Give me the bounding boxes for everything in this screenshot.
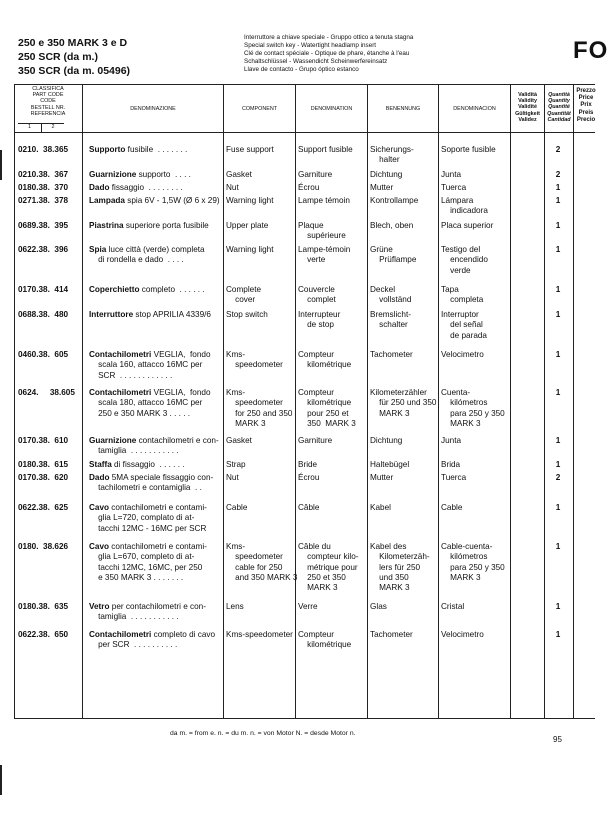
part-code: 0460.38. 605 (18, 350, 69, 359)
part-code: 0180.38. 615 (18, 460, 69, 469)
binding-edge-mark (0, 150, 2, 180)
quantity: 1 (555, 436, 561, 445)
quantity: 1 (555, 183, 561, 192)
denominacion-es: Soporte fusible (441, 145, 496, 154)
denominacion-es: Cristal (441, 602, 465, 611)
description-rest: fusibile . . . . . . . (125, 145, 188, 154)
component-en: Complete cover (226, 285, 262, 305)
description-keyword: Piastrina (89, 221, 124, 230)
description-it (89, 196, 220, 206)
description-it (89, 630, 215, 651)
description-keyword: Dado (89, 183, 110, 192)
denomination-fr: Garniture (298, 436, 333, 445)
description-keyword: Guarnizione (89, 436, 137, 445)
denominacion-es: Placa superior (441, 221, 494, 230)
section-corner-label: FO (573, 37, 608, 64)
model-line-1: 250 e 350 MARK 3 e D (18, 37, 128, 49)
denominacion-es: Brida (441, 460, 461, 469)
denominacion-es: Cable-cuenta- kilómetros para 250 y 350 MARK 3 (441, 542, 505, 582)
description-it (89, 460, 185, 470)
description-rest: per contachilometri e con- tamiglia . . . . . . . . . . . (98, 602, 206, 622)
benennung-de: Dichtung (370, 436, 403, 445)
part-code: 0688.38. 480 (18, 310, 69, 319)
description-rest: VEGLIA, fondo scala 180, attacco 16MC per 250 e 350 MARK 3 . . . . . (98, 388, 211, 418)
subtitle-en: Special switch key - Watertight headlamp insert (244, 42, 377, 49)
model-line-3: 350 SCR (da m. 05496) (18, 65, 131, 77)
component-en: Fuse support (226, 145, 274, 154)
denomination-fr: Support fusible (298, 145, 353, 154)
benennung-de: Tachometer (370, 350, 413, 359)
description-it (89, 221, 209, 231)
description-rest: contachilometri e contami- glia L=670, completo di at- tacchi 12MC, 16MC, per 250 e 350 MARK 3 . . . . . . . (98, 542, 207, 582)
header-denomination: DENOMINATION (310, 106, 353, 112)
part-code: 0170.38. 414 (18, 285, 69, 294)
component-en: Upper plate (226, 221, 269, 230)
denomination-fr: Câble (298, 503, 320, 512)
denominacion-es: Tuerca (441, 473, 467, 482)
part-code: 0170.38. 610 (18, 436, 69, 445)
benennung-de: Tachometer (370, 630, 413, 639)
description-rest: spia 6V - 1,5W (Ø 6 x 29) (124, 196, 220, 205)
description-it (89, 285, 205, 295)
benennung-de: Grüne Prüflampe (370, 245, 417, 265)
denomination-fr: Interrupteur de stop (298, 310, 341, 330)
part-code: 0170.38. 620 (18, 473, 69, 482)
quantity: 1 (555, 310, 561, 319)
description-rest: fissaggio . . . . . . . . (109, 183, 183, 192)
description-keyword: Interruttore (89, 310, 134, 319)
component-en: Kms- speedometer (226, 350, 283, 370)
description-it (89, 436, 219, 457)
denomination-fr: Lampe-témoin verte (298, 245, 351, 265)
description-rest: supporto . . . . (136, 170, 191, 179)
component-en: Cable (226, 503, 248, 512)
part-code: 0210.38. 367 (18, 170, 69, 179)
denomination-fr: Compteur kilométrique pour 250 et 350 MARK 3 (298, 388, 356, 428)
quantity: 1 (555, 196, 561, 205)
benennung-de: Blech, oben (370, 221, 414, 230)
description-it (89, 473, 213, 494)
benennung-de: Kontrollampe (370, 196, 419, 205)
description-rest: stop APRILIA 4339/6 (133, 310, 211, 319)
description-keyword: Cavo (89, 503, 110, 512)
component-en: Lens (226, 602, 244, 611)
denomination-fr: Écrou (298, 473, 320, 482)
denomination-fr: Garniture (298, 170, 333, 179)
benennung-de: Glas (370, 602, 387, 611)
component-en: Stop switch (226, 310, 268, 319)
description-keyword: Supporto (89, 145, 126, 154)
description-rest: superiore porta fusibile (123, 221, 209, 230)
description-keyword: Contachilometri (89, 630, 152, 639)
component-en: Nut (226, 183, 239, 192)
denominacion-es: Velocimetro (441, 630, 484, 639)
header-validity: Validità Validity Validité Gültigkeit Validez (515, 92, 540, 123)
subtitle-it: Interruttore a chiave speciale - Gruppo ottico a tenuta stagna (244, 34, 414, 41)
description-rest: completo di cavo per SCR . . . . . . . . . . (98, 630, 216, 650)
header-denominazione: DENOMINAZIONE (130, 106, 176, 112)
component-en: Gasket (226, 436, 252, 445)
denomination-fr: Couvercle complet (298, 285, 336, 305)
part-code: 0180. 38.626 (18, 542, 69, 551)
header-component: COMPONENT (241, 106, 278, 112)
denominacion-es: Junta (441, 436, 462, 445)
quantity: 1 (555, 221, 561, 230)
denominacion-es: Tapa completa (441, 285, 484, 305)
part-code: 0210. 38.365 (18, 145, 69, 154)
denomination-fr: Lampe témoin (298, 196, 350, 205)
denominacion-es: Testigo del encendido verde (441, 245, 488, 275)
quantity: 1 (555, 542, 561, 551)
description-keyword: Contachilometri (89, 388, 152, 397)
component-en: Strap (226, 460, 246, 469)
description-keyword: Lampada (89, 196, 125, 205)
benennung-de: Kabel (370, 503, 391, 512)
benennung-de: Kabel des Kilometerzäh- lers für 250 und 350 MARK 3 (370, 542, 430, 593)
benennung-de: Mutter (370, 183, 394, 192)
denomination-fr: Écrou (298, 183, 320, 192)
part-code: 0622.38. 650 (18, 630, 69, 639)
description-it (89, 388, 211, 419)
denominacion-es: Cuenta- kilómetros para 250 y 350 MARK 3 (441, 388, 505, 428)
description-it (89, 183, 183, 193)
description-rest: contachilometri e contami- glia L=720, complato di at- tacchi 12MC - 16MC per SCR (98, 503, 207, 533)
header-part-code: CLASSIFICA PART CODE CODE BESTELL NR. REFERENCIA (30, 86, 66, 117)
part-code: 0180.38. 370 (18, 183, 69, 192)
quantity: 1 (555, 388, 561, 397)
description-keyword: Guarnizione (89, 170, 137, 179)
denominacion-es: Tuerca (441, 183, 467, 192)
description-it (89, 350, 211, 381)
header-denominacion: DENOMINACION (453, 106, 496, 112)
part-code: 0271.38. 378 (18, 196, 69, 205)
benennung-de: Bremslicht- schalter (370, 310, 411, 330)
description-keyword: Spia (89, 245, 107, 254)
header-code-sub-2: 2 (51, 124, 55, 130)
description-rest: contachilometri e con- tamiglia . . . . . . . . . . . (98, 436, 219, 456)
description-it (89, 602, 206, 623)
benennung-de: Deckel vollständ (370, 285, 412, 305)
part-code: 0622.38. 396 (18, 245, 69, 254)
description-rest: luce città (verde) completa di rondella e dado . . . . (98, 245, 205, 265)
component-en: Warning light (226, 245, 274, 254)
component-en: Nut (226, 473, 239, 482)
denominacion-es: Lámpara indicadora (441, 196, 488, 216)
denominacion-es: Interruptor del señal de parada (441, 310, 487, 340)
header-benennung: BENENNUNG (385, 106, 421, 112)
description-keyword: Dado (89, 473, 110, 482)
quantity: 1 (555, 285, 561, 294)
benennung-de: Mutter (370, 473, 394, 482)
subtitle-es: Llave de contacto - Grupo óptico estanco (244, 66, 359, 73)
benennung-de: Sicherungs- halter (370, 145, 414, 165)
denominacion-es: Velocimetro (441, 350, 484, 359)
quantity: 1 (555, 245, 561, 254)
page-number: 95 (553, 735, 562, 744)
benennung-de: Kilometerzähler für 250 und 350 MARK 3 (370, 388, 437, 418)
description-it (89, 503, 207, 534)
part-code: 0624. 38.605 (18, 388, 75, 397)
description-keyword: Coperchietto (89, 285, 140, 294)
quantity: 1 (555, 350, 561, 359)
denominacion-es: Junta (441, 170, 462, 179)
component-en: Warning light (226, 196, 274, 205)
description-it (89, 170, 191, 180)
description-keyword: Vetro (89, 602, 110, 611)
component-en: Kms-speedometer (226, 630, 293, 639)
description-rest: di fissaggio . . . . . . (111, 460, 185, 469)
part-code: 0689.38. 395 (18, 221, 69, 230)
part-code: 0622.38. 625 (18, 503, 69, 512)
quantity: 1 (555, 630, 561, 639)
model-line-2: 250 SCR (da m.) (18, 51, 98, 63)
denomination-fr: Compteur kilométrique (298, 350, 352, 370)
denomination-fr: Câble du compteur kilo- métrique pour 250 et 350 MARK 3 (298, 542, 359, 593)
description-rest: completo . . . . . . (139, 285, 205, 294)
description-it (89, 245, 205, 266)
component-en: Kms- speedometer cable for 250 and 350 MARK 3 (226, 542, 298, 582)
component-en: Kms- speedometer for 250 and 350 MARK 3 (226, 388, 293, 428)
denomination-fr: Bride (298, 460, 318, 469)
part-code: 0180.38. 635 (18, 602, 69, 611)
description-it (89, 145, 187, 155)
denominacion-es: Cable (441, 503, 463, 512)
binding-edge-mark (0, 765, 2, 795)
quantity: 1 (555, 602, 561, 611)
header-quantity: Quantità Quantity Quantité Quantität Cantidad (547, 92, 571, 123)
denomination-fr: Verre (298, 602, 318, 611)
description-keyword: Cavo (89, 542, 110, 551)
quantity: 2 (555, 473, 561, 482)
description-it (89, 542, 207, 583)
denomination-fr: Compteur kilométrique (298, 630, 352, 650)
header-price: Prezzo Price Prix Preis Precio (576, 88, 596, 123)
benennung-de: Dichtung (370, 170, 403, 179)
quantity: 1 (555, 460, 561, 469)
benennung-de: Haltebügel (370, 460, 410, 469)
component-en: Gasket (226, 170, 252, 179)
subtitle-fr: Clé de contact spéciale - Optique de phare, étanche à l'eau (244, 50, 410, 57)
quantity: 2 (555, 170, 561, 179)
header-code-sub-1: 1 (28, 124, 31, 130)
description-rest: 5MA speciale fissaggio con- tachilometri e contamiglia . . (98, 473, 214, 493)
description-keyword: Staffa (89, 460, 112, 469)
description-keyword: Contachilometri (89, 350, 152, 359)
denomination-fr: Plaque supérieure (298, 221, 346, 241)
subtitle-de: Schaltschlüssel - Wassendicht Scheinwerfereinsatz (244, 58, 388, 65)
quantity: 2 (555, 145, 561, 154)
quantity: 1 (555, 503, 561, 512)
description-it (89, 310, 211, 320)
footer-note: da m. = from e. n. = du m. n. = von Motor N. = desde Motor n. (170, 730, 356, 737)
description-rest: VEGLIA, fondo scala 160, attacco 16MC per SCR . . . . . . . . . . . . (98, 350, 211, 380)
